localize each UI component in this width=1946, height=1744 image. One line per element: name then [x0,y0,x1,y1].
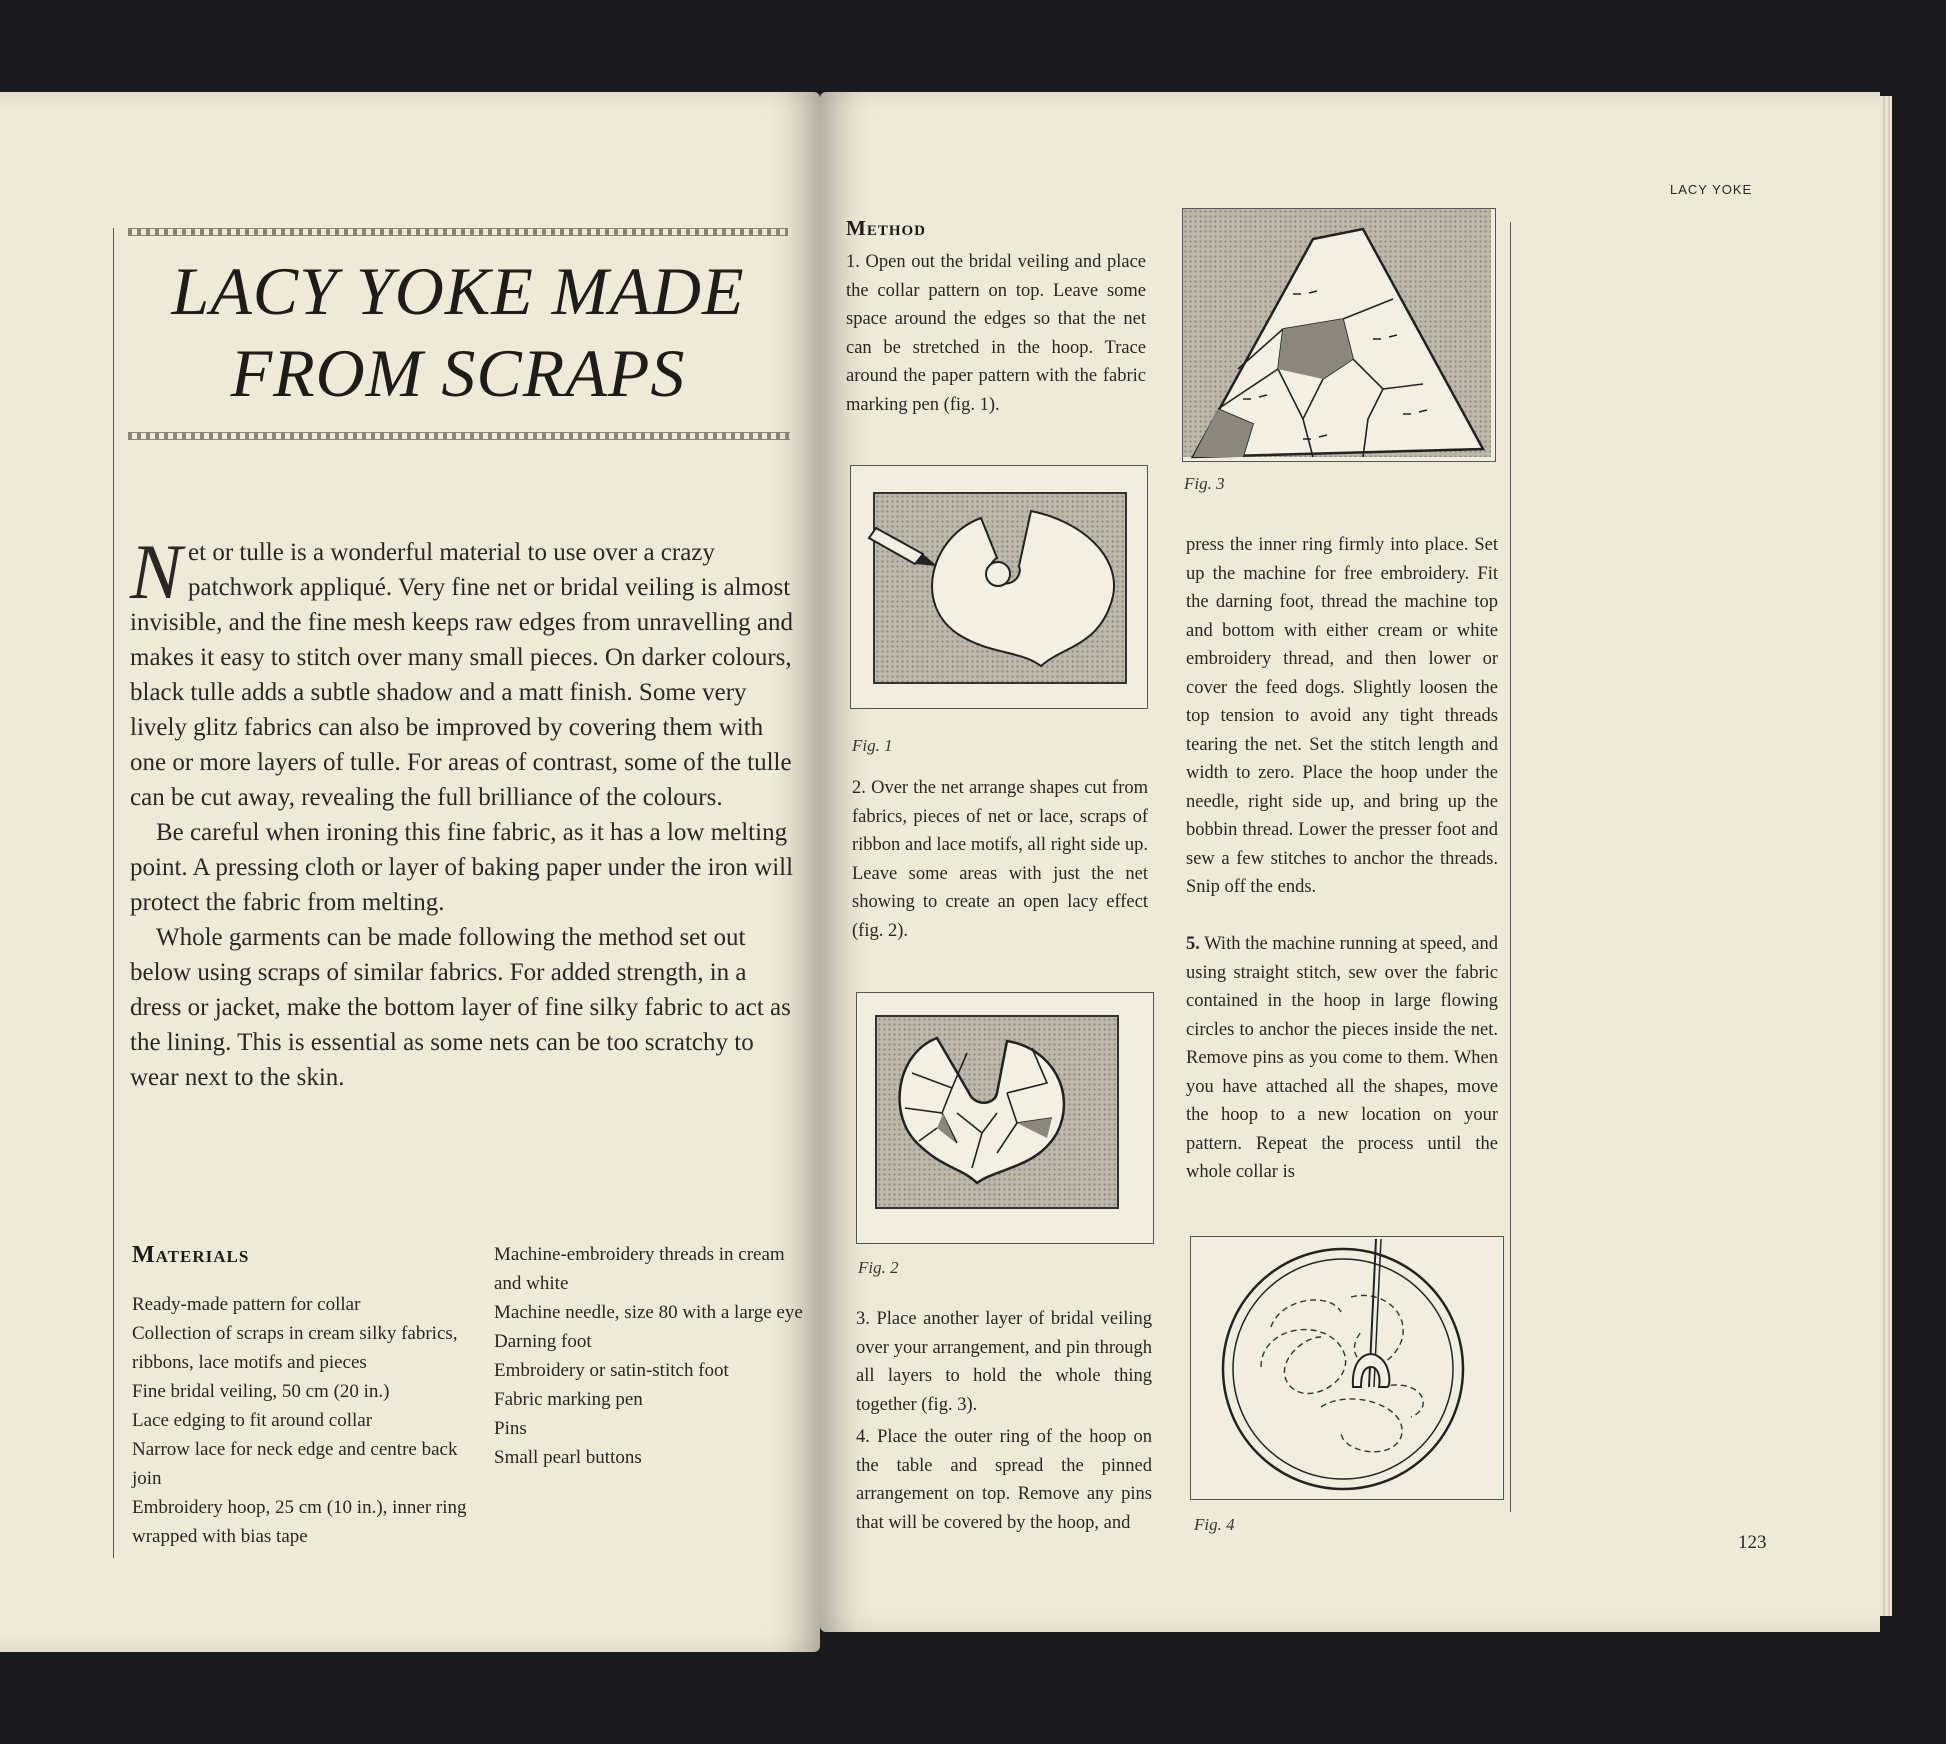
material-item: Darning foot [494,1331,592,1352]
intro-paragraph-3: Whole garments can be made following the method set out below using scraps of similar fabrics. For added strength, in a dress or jacket, make the bottom layer of fine silky fabric to act as the lining. This is essential as some nets can be too scratchy to wear next to the skin. [130,924,791,1091]
material-item: Machine-embroidery threads in cream and white [494,1244,785,1294]
step-5-number: 5. [1186,934,1200,954]
fig-4-caption: Fig. 4 [1194,1515,1235,1534]
embroidery-hoop-illustration [1191,1237,1503,1499]
intro-text [130,528,796,1095]
fig-3-caption: Fig. 3 [1184,474,1225,493]
material-item: Embroidery hoop, 25 cm (10 in.), inner ring wrapped with bias tape [132,1497,467,1547]
page-number: 123 [1738,1532,1767,1553]
left-frame-line [113,228,114,1558]
material-item: Fine bridal veiling, 50 cm (20 in.) [132,1381,390,1402]
material-item: Fabric marking pen [494,1389,643,1410]
pinned-net-illustration [1183,209,1495,461]
material-item: Ready-made pattern for collar [132,1294,361,1315]
material-item: Small pearl buttons [494,1447,642,1468]
running-head: LACY YOKE [1670,182,1753,197]
step-3: 3. Place another layer of bridal veiling over your arrangement, and pin through all layers to hold the whole thing together (fig. 3). [856,1309,1152,1415]
right-frame-line [1510,222,1511,1512]
intro-paragraph-2: Be careful when ironing this fine fabric, as it has a low melting point. A pressing cloth or layer of baking paper under the iron will protect the fabric from melting. [130,819,794,916]
figure-3 [1182,208,1496,462]
figure-1 [850,465,1148,709]
step-1: 1. Open out the bridal veiling and place the collar pattern on top. Leave some space around the edges so that the net can be stretched in the hoop. Trace around the paper pattern with the fabric marking pen (fig. 1). [846,252,1146,415]
title-bottom-rule [128,432,790,440]
materials-column-1 [132,1290,467,1551]
materials-column-2 [494,1240,814,1472]
material-item: Collection of scraps in cream silky fabrics, ribbons, lace motifs and pieces [132,1323,458,1373]
materials-heading: Materials [132,1242,250,1268]
fig-2-caption: Fig. 2 [858,1258,899,1277]
material-item: Machine needle, size 80 with a large eye [494,1302,803,1323]
step-5 [1186,930,1498,1187]
figure-2 [856,992,1154,1244]
drop-cap: N [130,528,183,615]
figure-4 [1190,1236,1504,1500]
step-5-text: With the machine running at speed, and using straight stitch, sew over the fabric contained in the hoop in large flowing circles to anchor the pieces inside the net. Remove pins as you come to them. When you have attached all the shapes, move the hoop to a new location on your pattern. Repeat the process until the whole collar is [1186,934,1499,1182]
material-item: Pins [494,1418,527,1439]
step-4-continued: press the inner ring firmly into place. Set up the machine for free embroidery. Fit the darning foot, thread the machine top and bottom with either cream or white embroidery thread, and then lower or cover the feed dogs. Slightly loosen the top tension to avoid any tight threads tearing the net. Set the stitch length and width to zero. Place the hoop under the needle, right side up, and bring up the bobbin thread. Lower the presser foot and sew a few stitches to anchor the threads. Snip off the ends. [1186,535,1498,897]
material-item: Narrow lace for neck edge and centre back join [132,1439,458,1489]
intro-paragraph-1: et or tulle is a wonderful material to use over a crazy patchwork appliqué. Very fine net or bridal veiling is almost invisible, and the fine mesh keeps raw edges from unravelling and makes it easy to stitch over many small pieces. On darker colours, black tulle adds a subtle shadow and a matt finish. Some very lively glitz fabrics can also be improved by covering them with one or more layers of tulle. For areas of contrast, some of the tulle can be cut away, revealing the full brilliance of the colours. [130,539,794,811]
scraps-arrangement-illustration [857,993,1153,1243]
title-line-2: FROM SCRAPS [230,335,686,411]
fig-1-caption: Fig. 1 [852,736,893,755]
page-title [128,250,788,414]
material-item: Lace edging to fit around collar [132,1410,373,1431]
step-4: 4. Place the outer ring of the hoop on the table and spread the pinned arrangement on top. Remove any pins that will be covered by the hoop, and [856,1427,1152,1533]
title-line-1: LACY YOKE MADE [171,253,745,329]
collar-pattern-illustration [851,466,1147,708]
method-heading: Method [846,216,926,240]
step-2: 2. Over the net arrange shapes cut from fabrics, pieces of net or lace, scraps of ribbon and lace motifs, all right side up. Leave some areas with just the net showing to create an open lacy effect (fig. 2). [852,778,1148,941]
title-top-rule [128,228,788,236]
material-item: Embroidery or satin-stitch foot [494,1360,729,1381]
